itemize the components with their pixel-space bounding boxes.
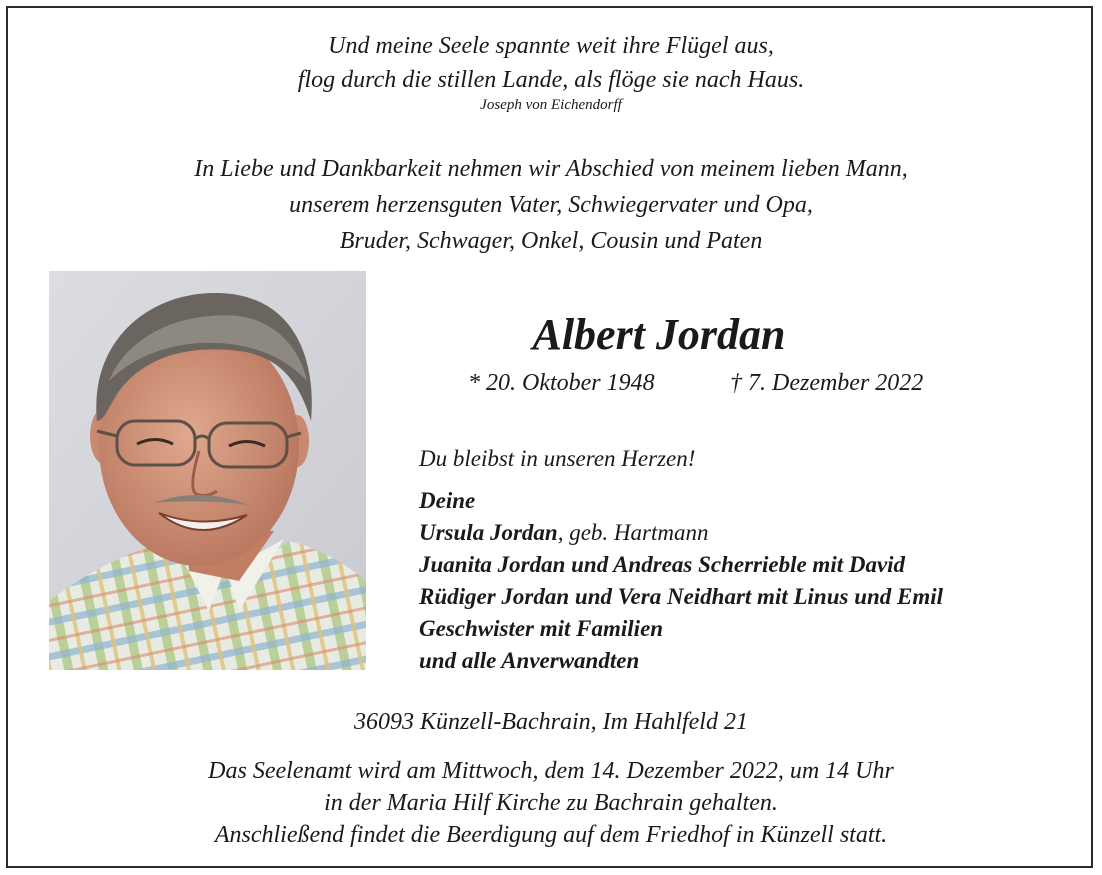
poem — [0, 29, 1102, 97]
birth-date: * 20. Oktober 1948 — [468, 370, 655, 396]
dedication-line: unserem herzensguten Vater, Schwiegervater und Opa, — [289, 192, 813, 218]
family-intro — [419, 485, 943, 517]
family-line-text: und alle Anverwandten — [419, 648, 640, 673]
poem-line: Und meine Seele spannte weit ihre Flügel aus, — [328, 33, 774, 59]
service-line: Anschließend findet die Beerdigung auf dem Friedhof in Künzell statt. — [214, 822, 888, 848]
spouse-suffix: , geb. Hartmann — [557, 520, 709, 545]
family-intro-text: Deine — [419, 488, 476, 513]
service-line: in der Maria Hilf Kirche zu Bachrain gehalten. — [324, 790, 778, 816]
family-line — [419, 549, 943, 581]
service-line: Das Seelenamt wird am Mittwoch, dem 14. Dezember 2022, um 14 Uhr — [208, 758, 894, 784]
family-signatures — [419, 485, 943, 677]
service-info — [0, 755, 1102, 851]
portrait-photo — [49, 271, 366, 670]
family-line — [419, 645, 943, 677]
family-line-text: Geschwister mit Familien — [419, 616, 664, 641]
family-line-text: Rüdiger Jordan und Vera Neidhart mit Linus und Emil — [419, 584, 944, 609]
family-line — [419, 581, 943, 613]
family-line — [419, 613, 943, 645]
death-date: † 7. Dezember 2022 — [730, 370, 924, 396]
poem-author: Joseph von Eichendorff — [480, 97, 622, 113]
deceased-name: Albert Jordan — [532, 310, 786, 359]
spouse-name: Ursula Jordan — [419, 520, 558, 545]
family-spouse — [419, 517, 943, 549]
remembrance-message: Du bleibst in unseren Herzen! — [419, 446, 696, 471]
dedication-line: In Liebe und Dankbarkeit nehmen wir Abschied von meinem lieben Mann, — [194, 156, 908, 182]
family-line-text: Juanita Jordan und Andreas Scherrieble mit David — [419, 552, 906, 577]
poem-line: flog durch die stillen Lande, als flöge sie nach Haus. — [297, 67, 805, 93]
family-address: 36093 Künzell-Bachrain, Im Hahlfeld 21 — [354, 709, 748, 735]
dedication-line: Bruder, Schwager, Onkel, Cousin und Paten — [339, 228, 763, 254]
dedication — [0, 151, 1102, 259]
